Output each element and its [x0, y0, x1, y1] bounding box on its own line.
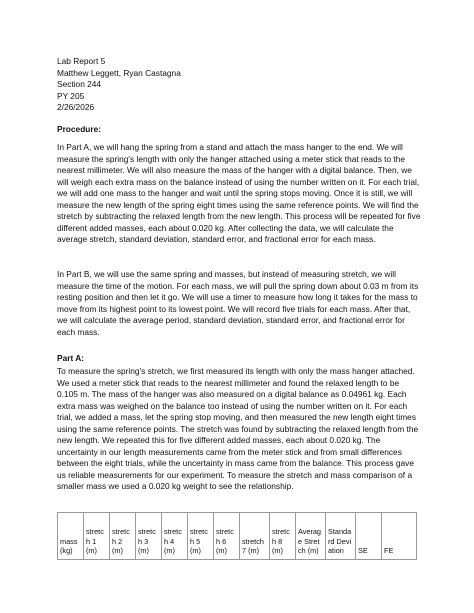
header-cell-stretch-1: stretch 1 (m): [84, 513, 110, 560]
header-cell-stretch-4: stretch 4 (m): [162, 513, 188, 560]
report-section: Section 244: [57, 79, 102, 89]
table-header-row: [58, 513, 417, 560]
report-authors: Matthew Leggett, Ryan Castagna: [57, 67, 181, 78]
header-cell-stretch-5: stretch 5 (m): [188, 513, 214, 560]
header-cell-fe: FE: [382, 513, 417, 560]
part-a-heading: Part A:: [57, 353, 85, 363]
report-title: Lab Report 5: [57, 56, 106, 66]
header-cell-stretch-7: stretch 7 (m): [240, 513, 270, 560]
header-cell-stretch-8: stretch 8 (m): [270, 513, 296, 560]
stretch-data-table: [57, 512, 417, 560]
procedure-heading: Procedure:: [57, 124, 102, 134]
part-a-paragraph: To measure the spring's stretch, we first measured its length with only the mass hanger attached. We used a meter stick that reads to the nearest millimeter and found the relaxed length to be 0.105 m. The mass of the hanger was also measured on a digital balance as 0.04961 kg. Each extra mass was weighed on the balance too instead of using the number written on it. For each trial, we added a mass, let the spring stop moving, and then measured the new length eight times using the same reference points. The stretch was found by subtracting the relaxed length from the new length. We repeated this for five different added masses, each about 0.020 kg. The uncertainty in our length measurements came from the meter stick and from small differences between the eight trials, while the uncertainty in mass came from the balance. This process gave us reliable measurements for our experiment. To measure the stretch and mass comparison of a smaller mass we used a 0.020 kg weight to see the relationship.: [57, 366, 419, 491]
header-cell-average-stretch: Average Stretch (m): [296, 513, 326, 560]
header-cell-stretch-3: stretch 3 (m): [136, 513, 162, 560]
header-cell-standard-deviation: Standard Deviation: [326, 513, 356, 560]
procedure-paragraph-part-a: In Part A, we will hang the spring from a stand and attach the mass hanger to the end. We will measure the spring's length with only the hanger attached using a meter stick that reads to the nearest millimeter. We will also measure the mass of the hanger with a digital balance. Then, we will weigh each extra mass on the balance instead of using the number written on it. For each trial, we will add one mass to the hanger and wait until the spring stops moving. Once it is still, we will measure the new length of the spring eight times using the same reference points. We will find the stretch by subtracting the relaxed length from the new length. This process will be repeated for five different added masses, each about 0.020 kg. After collecting the data, we will calculate the average stretch, standard deviation, standard error, and fractional error for each mass.: [57, 142, 421, 244]
header-cell-stretch-6: stretch 6 (m): [214, 513, 240, 560]
header-cell-stretch-2: stretch 2 (m): [110, 513, 136, 560]
header-cell-mass: mass (kg): [58, 513, 84, 560]
report-course: PY 205: [57, 90, 85, 101]
procedure-paragraph-part-b: In Part B, we will use the same spring and masses, but instead of measuring stretch, we will measure the time of the motion. For each mass, we will pull the spring down about 0.03 m from its resting position and then let it go. We will use a timer to measure how long it takes for the mass to move from its highest point to its lowest point. We will record five trials for each mass. After that, we will calculate the average period, standard deviation, standard error, and fractional error for each mass.: [57, 269, 419, 337]
header-cell-se: SE: [356, 513, 382, 560]
report-date: 2/26/2026: [57, 102, 95, 112]
report-header: [57, 56, 422, 114]
